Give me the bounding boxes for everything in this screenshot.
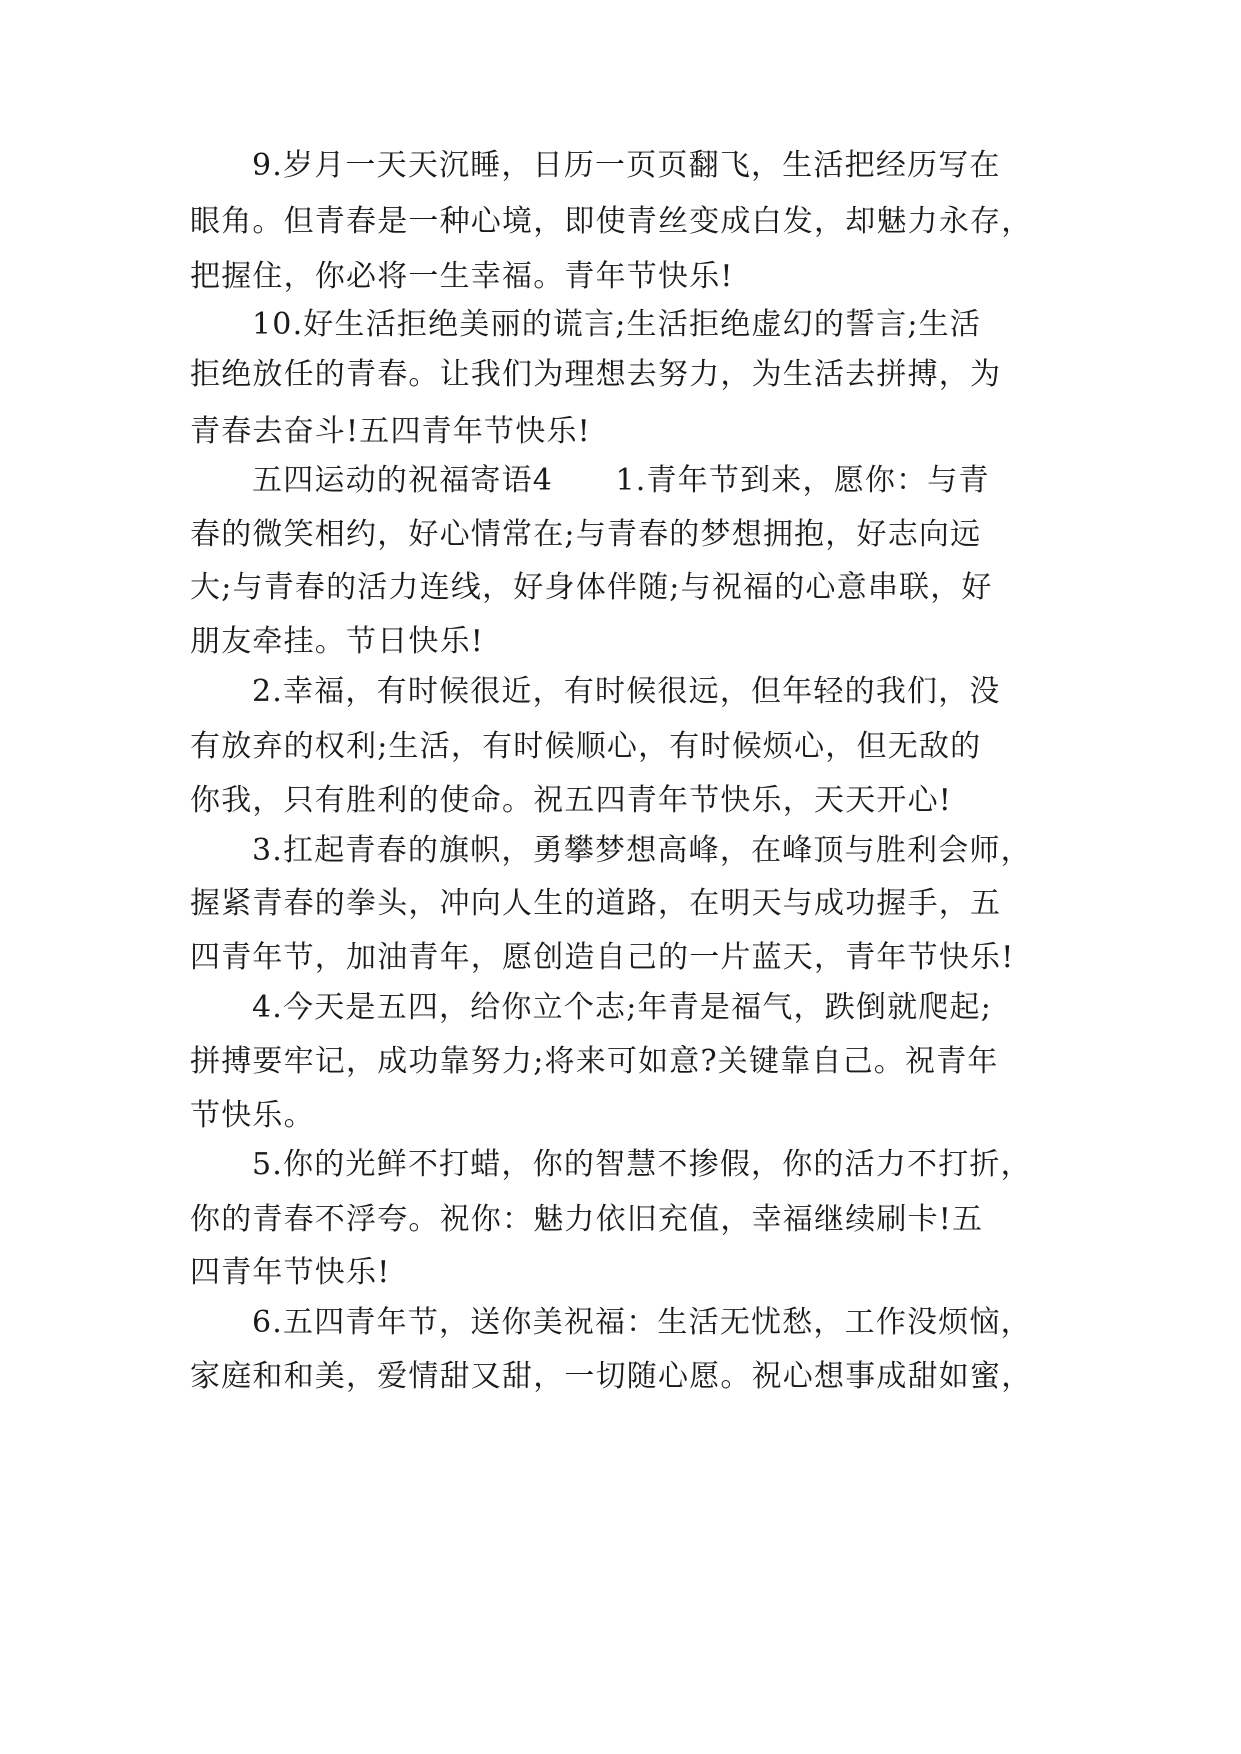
text-line: 眼角。但青春是一种心境，即使青丝变成白发，却魅力永存， [190,204,1033,239]
text-line: 家庭和和美，爱情甜又甜，一切随心愿。祝心想事成甜如蜜， [190,1359,1033,1394]
text-line: 有放弃的权利;生活，有时候顺心，有时候烦心，但无敌的 [190,729,982,764]
text-line: 朋友牵挂。节日快乐! [190,624,485,659]
text-line: 把握住，你必将一生幸福。青年节快乐! [190,259,734,294]
text-line: 握紧青春的拳头，冲向人生的道路，在明天与成功握手，五 [190,886,1002,921]
text-line: 你的青春不浮夸。祝你：魅力依旧充值，幸福继续刷卡!五 [190,1202,984,1237]
text-line: 10.好生活拒绝美丽的谎言;生活拒绝虚幻的誓言;生活 [252,307,982,342]
text-line: 3.扛起青春的旗帜，勇攀梦想高峰，在峰顶与胜利会师， [252,833,1032,868]
text-line: 9.岁月一天天沉睡，日历一页页翻飞，生活把经历写在 [252,148,1001,183]
text-line: 春的微笑相约，好心情常在;与青春的梦想拥抱，好志向远 [190,517,982,552]
text-line: 拒绝放任的青春。让我们为理想去努力，为生活去拼搏，为 [190,357,1002,392]
text-line: 大;与青春的活力连线，好身体伴随;与祝福的心意串联，好 [190,570,993,605]
text-line: 节快乐。 [190,1098,315,1133]
text-line: 四青年节，加油青年，愿创造自己的一片蓝天，青年节快乐! [190,940,1015,975]
text-line: 五四运动的祝福寄语4 1.青年节到来，愿你：与青 [252,463,990,498]
text-line: 5.你的光鲜不打蜡，你的智慧不掺假，你的活力不打折， [252,1147,1032,1182]
text-line: 拼搏要牢记，成功靠努力;将来可如意?关键靠自己。祝青年 [190,1044,999,1079]
text-line: 青春去奋斗!五四青年节快乐! [190,414,591,449]
text-line: 你我，只有胜利的使命。祝五四青年节快乐，天天开心! [190,783,953,818]
text-line: 6.五四青年节，送你美祝福：生活无忧愁，工作没烦恼， [252,1305,1032,1340]
text-line: 4.今天是五四，给你立个志;年青是福气，跌倒就爬起; [252,990,993,1025]
text-line: 2.幸福，有时候很近，有时候很远，但年轻的我们，没 [252,674,1001,709]
text-line: 四青年节快乐! [190,1255,391,1290]
